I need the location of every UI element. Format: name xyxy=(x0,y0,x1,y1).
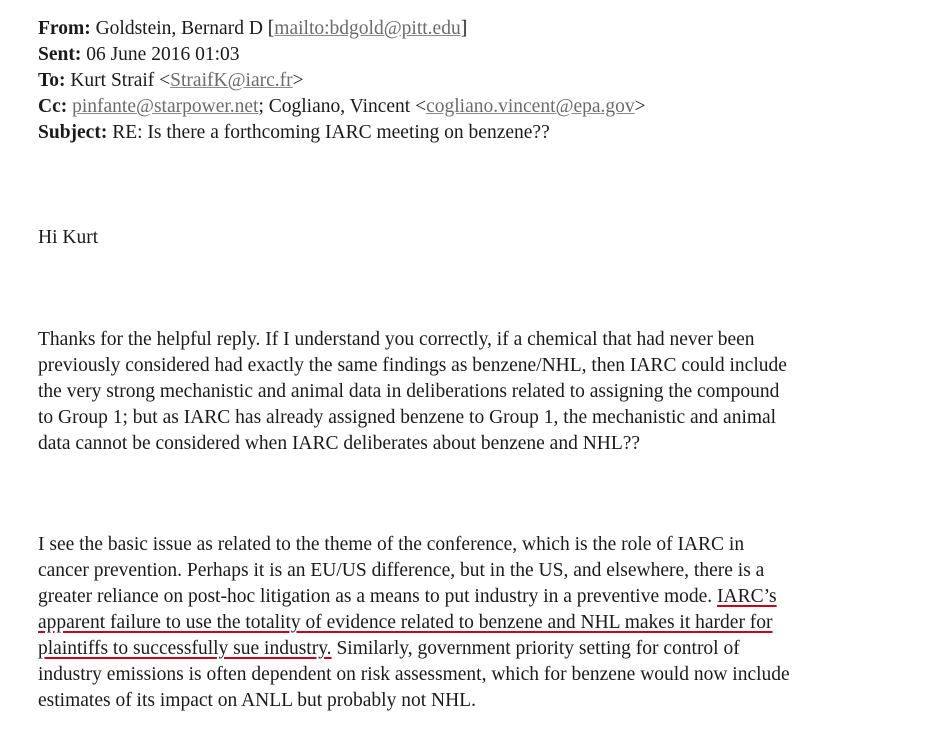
cc-line xyxy=(38,94,646,120)
to-label: To: xyxy=(38,70,66,91)
p2-text: greater reliance on post-hoc litigation as a means to put industry in a preventive mode. xyxy=(38,586,718,607)
subject-label: Subject: xyxy=(38,122,108,143)
p1-line: to Group 1; but as IARC has already assigned benzene to Group 1, the mechanistic and animal xyxy=(38,407,777,428)
p1-line: data cannot be considered when IARC deliberates about benzene and NHL?? xyxy=(38,433,641,454)
p1-line: the very strong mechanistic and animal data in deliberations related to assigning the compound xyxy=(38,381,780,402)
sent-value: 06 June 2016 01:03 xyxy=(86,44,240,65)
to-line xyxy=(38,68,646,94)
from-line xyxy=(38,16,646,42)
sent-line xyxy=(38,42,646,68)
from-mailto-link[interactable]: mailto:bdgold@pitt.edu xyxy=(274,18,461,39)
p2-line: industry emissions is often dependent on risk assessment, which for benzene would now include xyxy=(38,664,790,685)
paragraph-2 xyxy=(38,532,790,714)
from-close: ] xyxy=(460,18,468,39)
from-label: From: xyxy=(38,18,91,39)
p2-line: I see the basic issue as related to the theme of the conference, which is the role of IARC in xyxy=(38,534,745,555)
cc-email-link-2[interactable]: cogliano.vincent@epa.gov xyxy=(426,96,635,117)
paragraph-1 xyxy=(38,327,787,457)
subject-value: RE: Is there a forthcoming IARC meeting on benzene?? xyxy=(112,122,550,143)
greeting: Hi Kurt xyxy=(38,227,99,248)
to-email-link[interactable]: StraifK@iarc.fr xyxy=(170,70,293,91)
to-close: > xyxy=(292,70,304,91)
cc-mid: ; Cogliano, Vincent < xyxy=(258,96,427,117)
p2-line xyxy=(38,584,790,610)
highlighted-text: IARC’s xyxy=(717,586,777,607)
cc-close: > xyxy=(634,96,646,117)
p2-line: estimates of its impact on ANLL but probably not NHL. xyxy=(38,690,476,711)
p2-text: Similarly, government priority setting for control of xyxy=(331,638,740,659)
p2-line xyxy=(38,636,790,662)
highlighted-text: apparent failure to use the totality of evidence related to benzene and NHL makes it harder for xyxy=(38,612,773,633)
cc-label: Cc: xyxy=(38,96,68,117)
highlighted-text: plaintiffs to successfully sue industry. xyxy=(38,638,332,659)
subject-line xyxy=(38,120,646,146)
email-header xyxy=(38,16,646,146)
from-name: Goldstein, Bernard D [ xyxy=(95,18,275,39)
sent-label: Sent: xyxy=(38,44,82,65)
p1-line: Thanks for the helpful reply. If I understand you correctly, if a chemical that had never been xyxy=(38,329,755,350)
p2-line: cancer prevention. Perhaps it is an EU/US difference, but in the US, and elsewhere, there is a xyxy=(38,560,765,581)
to-name: Kurt Straif < xyxy=(70,70,171,91)
cc-email-link-1[interactable]: pinfante@starpower.net xyxy=(72,96,259,117)
p2-line xyxy=(38,610,790,636)
p1-line: previously considered had exactly the same findings as benzene/NHL, then IARC could include xyxy=(38,355,787,376)
